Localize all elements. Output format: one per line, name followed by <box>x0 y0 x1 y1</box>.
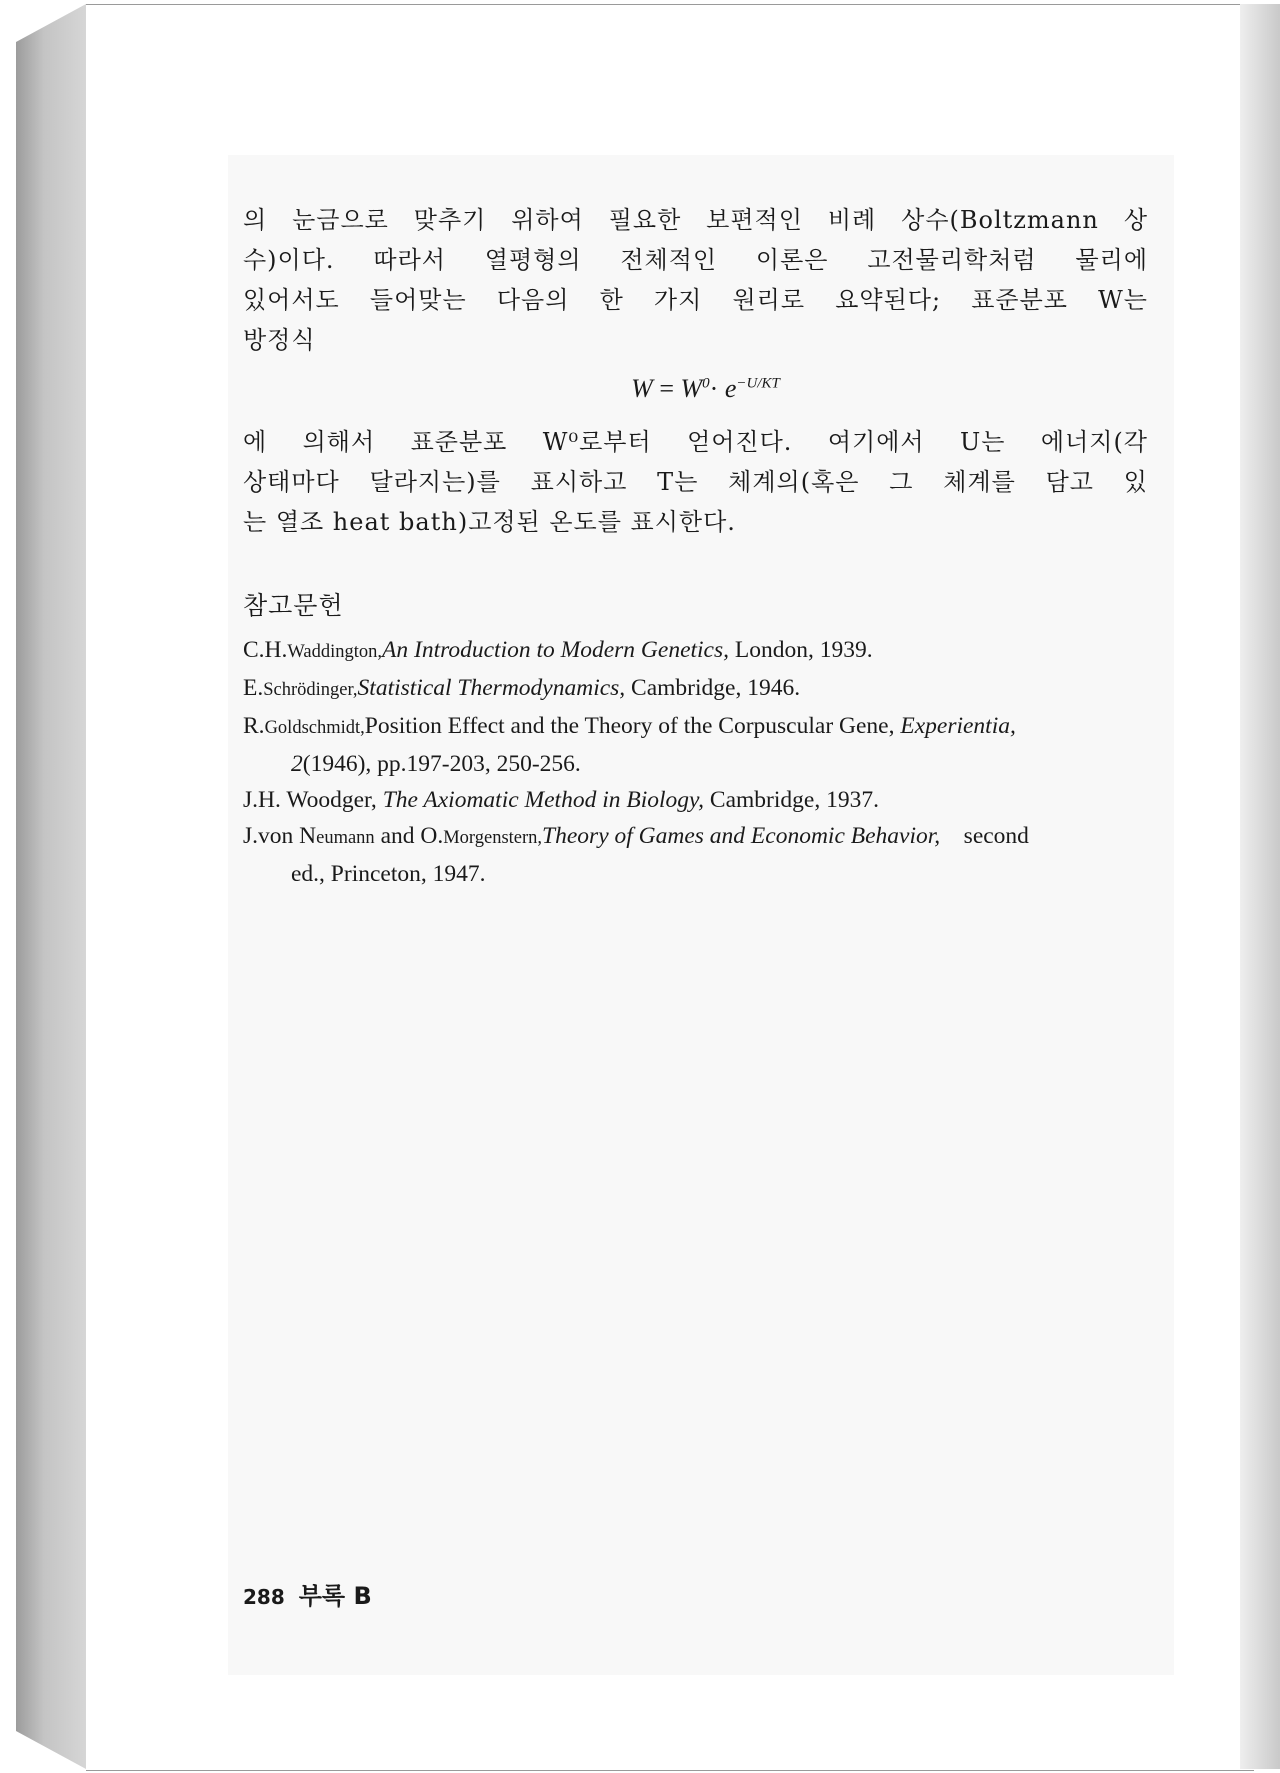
equation-equals: = <box>659 374 674 403</box>
ref-rest: London, 1939. <box>729 637 873 663</box>
text-line: 는 열조 heat bath)고정된 온도를 표시한다. <box>243 508 736 536</box>
text-line: 수)이다. 따라서 열평형의 전체적인 이론은 고전물리학처럼 물리에 <box>243 246 1148 274</box>
ref-author: C.H. <box>243 637 288 663</box>
ref-author: J.von N <box>243 823 317 849</box>
ref-line-2 <box>291 746 1148 782</box>
ref-author-small: Schrödinger, <box>263 680 358 700</box>
ref-title: Statistical Thermodynamics, <box>357 675 626 701</box>
references-title: 참고문헌 <box>243 591 344 620</box>
equation-dot: · <box>709 374 719 403</box>
page-footer <box>243 1576 372 1611</box>
reference-item <box>243 670 1148 708</box>
ref-mid: and O. <box>374 823 444 849</box>
reference-item <box>243 782 1148 818</box>
ref-author-small: Goldschmidt, <box>264 718 365 738</box>
ref-title: Theory of Games and Economic Behavior, <box>542 823 941 849</box>
book-spine <box>16 4 86 1769</box>
ref-rest: second <box>940 823 1029 849</box>
ref-author-small: Waddington, <box>287 642 383 662</box>
ref-line2-text: (1946), pp.197-203, 250-256. <box>302 751 581 777</box>
reference-item <box>243 818 1148 892</box>
ref-line-2: ed., Princeton, 1947. <box>291 861 486 887</box>
ref-rest: Cambridge, 1946. <box>625 675 801 701</box>
equation-base-sup: 0 <box>702 375 710 392</box>
ref-title: The Axiomatic Method in Biology, <box>382 787 705 813</box>
equation-exp-sup: −U/KT <box>736 375 780 392</box>
page-content <box>243 200 1148 892</box>
text-line: 있어서도 들어맞는 다음의 한 가지 원리로 요약된다; 표준분포 W는 <box>243 286 1148 314</box>
ref-author: R. <box>243 713 265 739</box>
text-line: 의 눈금으로 맞추기 위하여 필요한 보편적인 비례 상수(Boltzmann 상 <box>243 206 1148 234</box>
text-line: 방정식 <box>243 326 316 354</box>
ref-rest: Cambridge, 1937. <box>704 787 879 813</box>
page-edge-shade <box>1240 4 1280 1769</box>
ref-title: An Introduction to Modern Genetics, <box>382 637 730 663</box>
equation-exp-base: e <box>724 374 737 403</box>
reference-item <box>243 708 1148 782</box>
references-list <box>243 632 1148 892</box>
text-line: 상태마다 달라지는)를 표시하고 T는 체계의(혹은 그 체계를 담고 있 <box>243 468 1148 496</box>
ref-author: E. <box>243 675 264 701</box>
section-label: 부록 B <box>298 1582 372 1610</box>
equation <box>243 374 1148 404</box>
text-line: 에 의해서 표준분포 W⁰로부터 얻어진다. 여기에서 U는 에너지(각 <box>243 428 1148 456</box>
ref-author: J.H. Woodger, <box>243 787 383 813</box>
ref-title: Experientia, <box>900 713 1016 739</box>
equation-lhs: W <box>631 374 653 403</box>
ref-author-small: eumann <box>316 828 375 848</box>
reference-item <box>243 632 1148 670</box>
ref-pre: Position Effect and the Theory of the Corpuscular Gene, <box>364 713 901 739</box>
ref-mid-small: Morgenstern, <box>443 828 543 848</box>
page-number: 288 <box>243 1585 285 1609</box>
paragraph-1 <box>243 200 1148 360</box>
ref-volume: 2 <box>291 751 303 777</box>
paragraph-2 <box>243 422 1148 542</box>
equation-base: W <box>680 374 703 403</box>
